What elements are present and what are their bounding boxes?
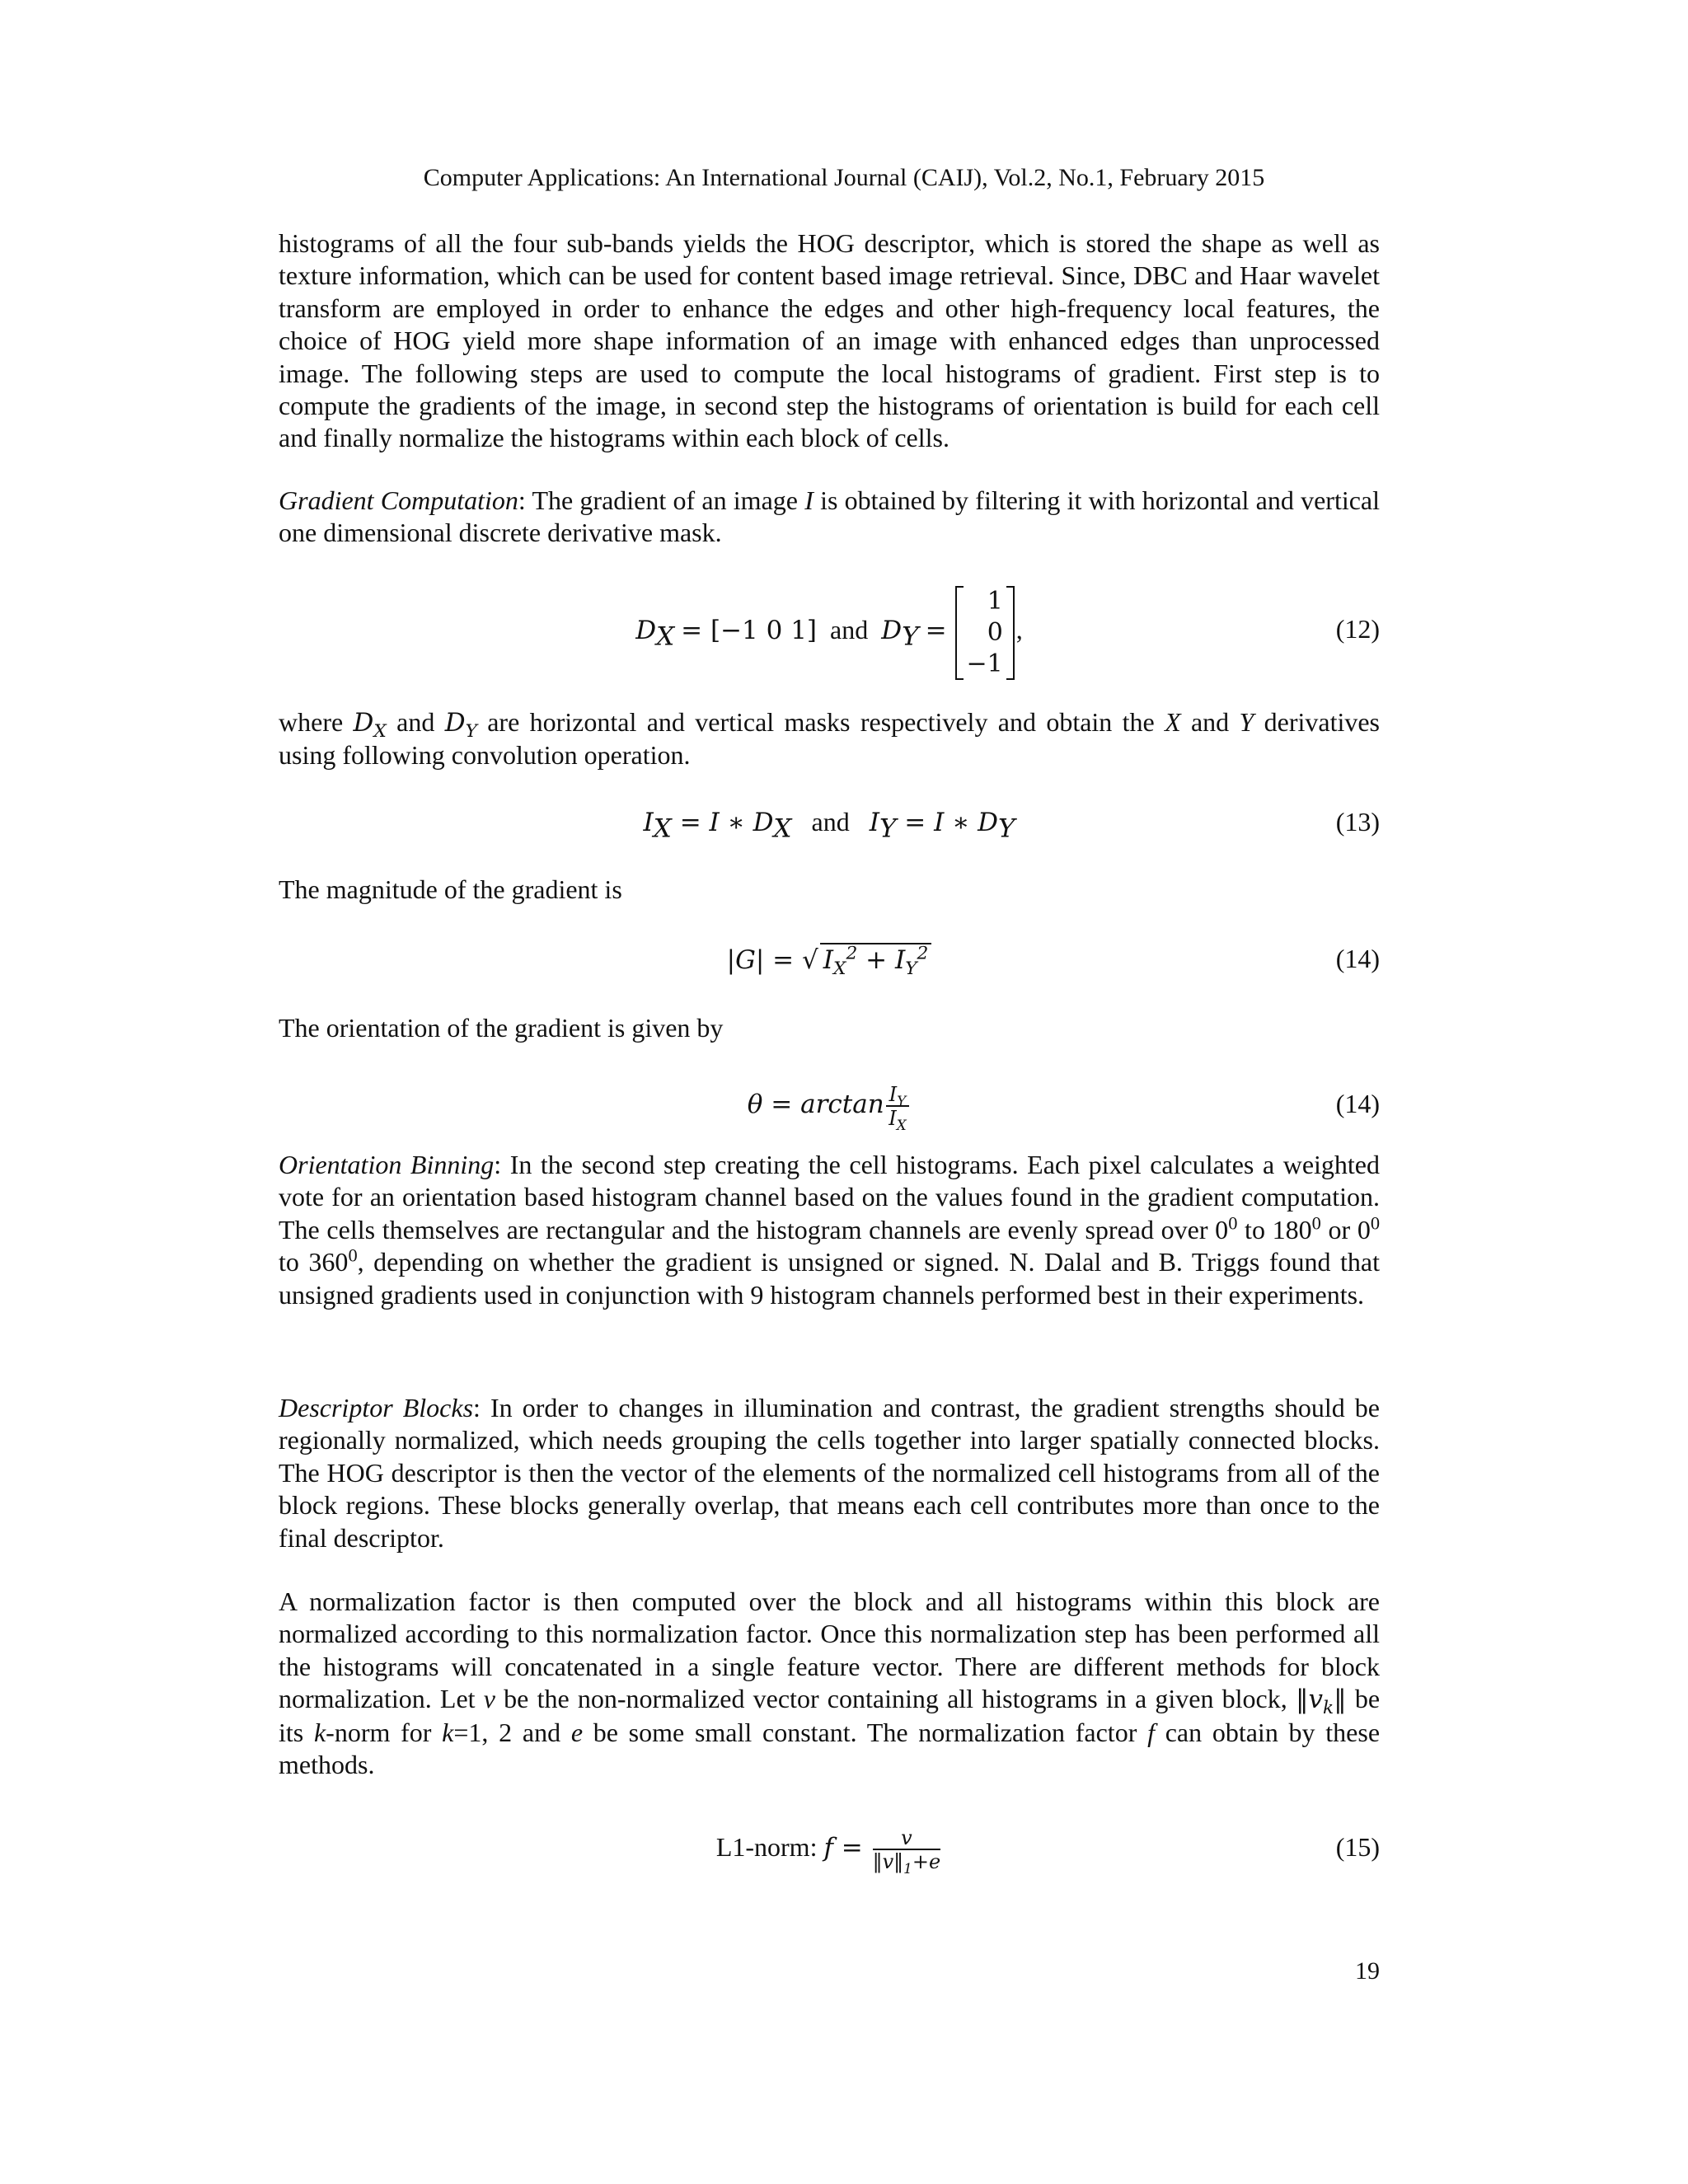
dx-subscript: X: [656, 621, 675, 652]
paragraph-hog-intro: histograms of all the four sub-bands yields the HOG descriptor, which is stored the shape as well as texture information, which can be used for content based image retrieval. Since, DBC and Haar wavelet transform are employed in order to enhance the edges and other high-frequency local features, the choice of HOG yield more shape information of an image with enhanced edges than unprocessed image. The following steps are used to compute the local histograms of gradient. First step is to compute the gradients of the image, in second step the histograms of orientation is build for each cell and finally normalize the histograms within each block of cells.: [279, 228, 1380, 453]
text: to 360: [279, 1247, 349, 1277]
text: can obtain by these methods.: [279, 1717, 1381, 1780]
text: =1, 2 and: [453, 1717, 571, 1747]
paragraph-gradient-computation: [279, 485, 1380, 550]
numerator: v: [873, 1827, 941, 1850]
iy-rhs: = I ∗ D: [896, 808, 998, 837]
text: : The gradient of an image: [518, 485, 805, 515]
dy-column-vector: [955, 586, 1015, 680]
equation-number: (15): [1335, 1832, 1380, 1862]
equation-number: (14): [1335, 944, 1380, 973]
denominator: ‖v‖: [872, 1849, 904, 1873]
equation-number: (13): [1335, 807, 1380, 837]
text: -norm for: [326, 1717, 443, 1747]
text: A normalization factor is then computed over the block and all histograms within this block are normalized according to this normalization factor. Once this normalization step has been performed all the histograms will concatenated in a single feature vector. There are different methods for block normalization. Let: [279, 1586, 1380, 1714]
variable-v: v: [483, 1684, 495, 1714]
dx-inline: $D_X$: [353, 708, 387, 743]
text: or 0: [1320, 1214, 1371, 1244]
dy-symbol: D: [881, 616, 903, 645]
text: are horizontal and vertical masks respectively and obtain the: [476, 707, 1165, 737]
numerator: I: [889, 1082, 898, 1106]
paragraph-normalization: [279, 1586, 1380, 1781]
matrix-entry: −1: [966, 649, 1003, 678]
text: : In order to changes in illumination and contrast, the gradient strengths should be regionally normalized, which needs grouping the cells together into larger spatially connected blocks. The HOG descriptor is then the vector of the elements of the normalized cell histograms from all of the block regions. These blocks generally overlap, that means each cell contributes more than once to the final descriptor.: [279, 1393, 1381, 1553]
and-word: and: [811, 807, 850, 837]
sqrt-radicand: $I_X^2 + I_Y^2$: [820, 943, 932, 977]
dy-subscript: Y: [902, 621, 919, 652]
subscript: X: [653, 813, 672, 844]
section-title-gradient-computation: Gradient Computation: [279, 485, 518, 515]
fraction-iy-ix: [886, 1082, 910, 1133]
equation-number: (12): [1335, 614, 1380, 644]
subscript: Y: [997, 813, 1015, 844]
equation-14-magnitude: [279, 943, 1380, 992]
matrix-entry: 1: [987, 586, 1003, 616]
text: and: [386, 707, 445, 737]
variable-e: e: [570, 1717, 584, 1747]
degree-superscript: 0: [1228, 1212, 1238, 1234]
fraction-l1: [872, 1825, 941, 1877]
text: to 180: [1237, 1214, 1312, 1244]
denominator: I: [889, 1106, 897, 1130]
subscript: Y: [879, 813, 897, 844]
subscript: Y: [897, 1092, 907, 1109]
paragraph-masks: [279, 706, 1380, 772]
text: be the non-normalized vector containing all histograms in a given block,: [495, 1684, 1296, 1714]
paragraph-orientation-binning: [279, 1149, 1380, 1311]
equation-15: [279, 1818, 1380, 1876]
text: : In the second step creating the cell histograms. Each pixel calculates a weighted vote for an orientation based histogram channel based on the values found in the gradient computation. The cells themselves are rectangular and the histogram channels are evenly spread over 0: [279, 1150, 1381, 1244]
magnitude-lhs: |G| =: [726, 945, 802, 975]
matrix-entry: 0: [987, 617, 1003, 647]
ix-symbol: I: [643, 808, 654, 837]
text: derivatives using following convolution operation.: [279, 707, 1381, 771]
f-lhs: f =: [823, 1833, 871, 1863]
equation-13: [279, 806, 1380, 855]
subscript: X: [896, 1116, 907, 1133]
dx-row-vector: = [−1 0 1]: [681, 616, 818, 645]
text: where: [279, 707, 354, 737]
degree-superscript: 0: [1311, 1212, 1321, 1234]
degree-superscript: 0: [348, 1244, 358, 1266]
paragraph-orientation: The orientation of the gradient is given by: [279, 1013, 724, 1043]
subscript: X: [773, 813, 792, 844]
norm-vk: $‖v_k‖$: [1295, 1685, 1347, 1719]
paragraph-magnitude: The magnitude of the gradient is: [279, 874, 622, 904]
section-title-descriptor-blocks: Descriptor Blocks: [279, 1393, 474, 1422]
text: is obtained by filtering it with horizontal and vertical one dimensional discrete derivative mask.: [279, 485, 1381, 548]
text: be some small constant. The normalization factor: [583, 1717, 1148, 1747]
subscript: 1: [903, 1859, 912, 1877]
iy-symbol: I: [869, 808, 879, 837]
degree-superscript: 0: [1370, 1212, 1381, 1234]
sqrt-sign: √: [801, 945, 818, 975]
orientation-lhs: θ = arctan: [747, 1090, 884, 1119]
equals-sign: =: [925, 616, 947, 645]
variable-k: k: [313, 1717, 326, 1747]
paragraph-descriptor-blocks: [279, 1392, 1380, 1554]
comma: ,: [1015, 615, 1023, 644]
variable-y: Y: [1239, 707, 1254, 737]
section-title-orientation-binning: Orientation Binning: [279, 1150, 495, 1179]
and-word: and: [830, 615, 869, 644]
text: , depending on whether the gradient is unsigned or signed. N. Dalal and B. Triggs found that unsigned gradients used in conjunction with 9 histogram channels performed best in their experiments.: [279, 1247, 1381, 1310]
equation-14-orientation: [279, 1075, 1380, 1132]
page-number: 19: [1355, 1957, 1380, 1985]
running-header: Computer Applications: An International Journal (CAIJ), Vol.2, No.1, February 2015: [423, 164, 1265, 191]
dy-inline: $D_Y$: [444, 708, 477, 743]
dx-symbol: D: [635, 616, 657, 645]
text: and: [1180, 707, 1240, 737]
equation-number: (14): [1335, 1089, 1380, 1118]
l1-norm-label: L1-norm:: [715, 1832, 824, 1862]
variable-k: k: [442, 1717, 454, 1747]
denominator-tail: +e: [912, 1849, 941, 1873]
text: be its: [279, 1684, 1381, 1747]
equation-12: [279, 580, 1380, 679]
ix-rhs: = I ∗ D: [671, 808, 774, 837]
variable-i: I: [804, 485, 814, 515]
variable-x: X: [1165, 707, 1181, 737]
variable-f: f: [1147, 1717, 1155, 1747]
